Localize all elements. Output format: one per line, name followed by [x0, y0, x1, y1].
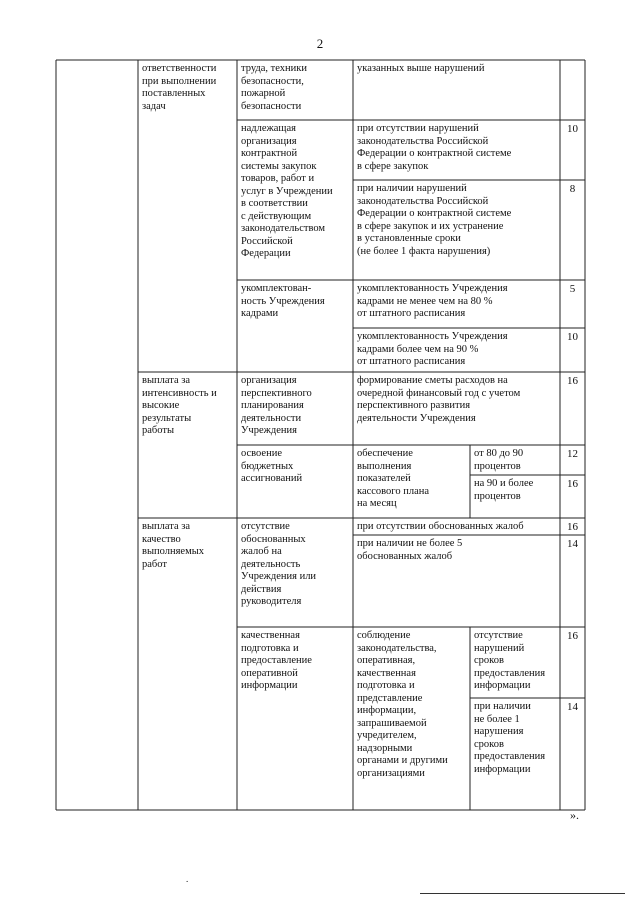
- page-number: 2: [316, 36, 324, 51]
- condition-no-violations: при отсутствии нарушений законодательства Российской Федерации о контрактной системе в сфере закупок: [357, 123, 512, 172]
- closing-quote: ».: [570, 808, 579, 822]
- score-cell: 10: [567, 123, 578, 135]
- condition-violations-fixed: при наличии нарушений законодательства Российской Федерации о контрактной системе в сфере закупок и их устранение в установленные сроки (не более 1 факта нарушения): [357, 183, 512, 257]
- score-cell: 12: [567, 448, 578, 460]
- sub-condition-one-delay: при наличии не более 1 нарушения сроков предоставления информации: [474, 701, 546, 775]
- sub-condition-90-plus: на 90 и более процентов: [474, 478, 534, 502]
- score-cell: 16: [567, 375, 578, 387]
- bottom-rule: [420, 893, 625, 894]
- condition-compliance: соблюдение законодательства, оперативная, качественная подготовка и представление информации, запрашиваемой учредителем, надзорными органами и другими организациями: [357, 630, 448, 779]
- indicator-safety: труда, техники безопасности, пожарной безопасности: [241, 63, 307, 112]
- indicator-procurement: надлежащая организация контрактной системы закупок товаров, работ и услуг в Учреждении в соответствии с действующим законодательством Российской Федерации: [241, 123, 333, 259]
- condition-cash-plan: обеспечение выполнения показателей кассового плана на месяц: [357, 448, 430, 509]
- indicator-staffing: укомплектован- ность Учреждения кадрами: [241, 283, 325, 319]
- condition-no-complaints: при отсутствии обоснованных жалоб: [357, 521, 524, 532]
- condition-few-complaints: при наличии не более 5 обоснованных жалоб: [357, 538, 463, 562]
- score-cell: 14: [567, 538, 578, 550]
- criterion-quality: выплата за качество выполняемых работ: [142, 521, 205, 570]
- indicator-complaints: отсутствие обоснованных жалоб на деятельность Учреждения или действия руководителя: [241, 521, 317, 607]
- indicator-reporting: качественная подготовка и предоставление оперативной информации: [241, 630, 312, 691]
- condition-staffing-90: укомплектованность Учреждения кадрами более чем на 90 % от штатного расписания: [357, 331, 508, 367]
- criterion-intensity: выплата за интенсивность и высокие результаты работы: [142, 375, 217, 436]
- score-cell: 16: [567, 478, 578, 490]
- score-cell: 10: [567, 331, 578, 343]
- score-cell: 14: [567, 701, 578, 713]
- condition-budget-estimate: формирование сметы расходов на очередной финансовый год с учетом перспективного развития деятельности Учреждения: [357, 375, 521, 424]
- criterion-responsibility: ответственности при выполнении поставленных задач: [142, 63, 217, 112]
- stray-mark: .: [186, 874, 189, 884]
- condition-violations: указанных выше нарушений: [357, 63, 485, 74]
- score-cell: 16: [567, 630, 578, 642]
- condition-staffing-80: укомплектованность Учреждения кадрами не менее чем на 80 % от штатного расписания: [357, 283, 508, 319]
- score-cell: 16: [567, 521, 578, 533]
- score-cell: 5: [569, 283, 576, 295]
- sub-condition-80-90: от 80 до 90 процентов: [474, 448, 524, 472]
- score-cell: 8: [569, 183, 576, 195]
- indicator-budget-execution: освоение бюджетных ассигнований: [241, 448, 303, 484]
- indicator-planning: организация перспективного планирования деятельности Учреждения: [241, 375, 312, 436]
- sub-condition-no-delays: отсутствие нарушений сроков предоставления информации: [474, 630, 546, 691]
